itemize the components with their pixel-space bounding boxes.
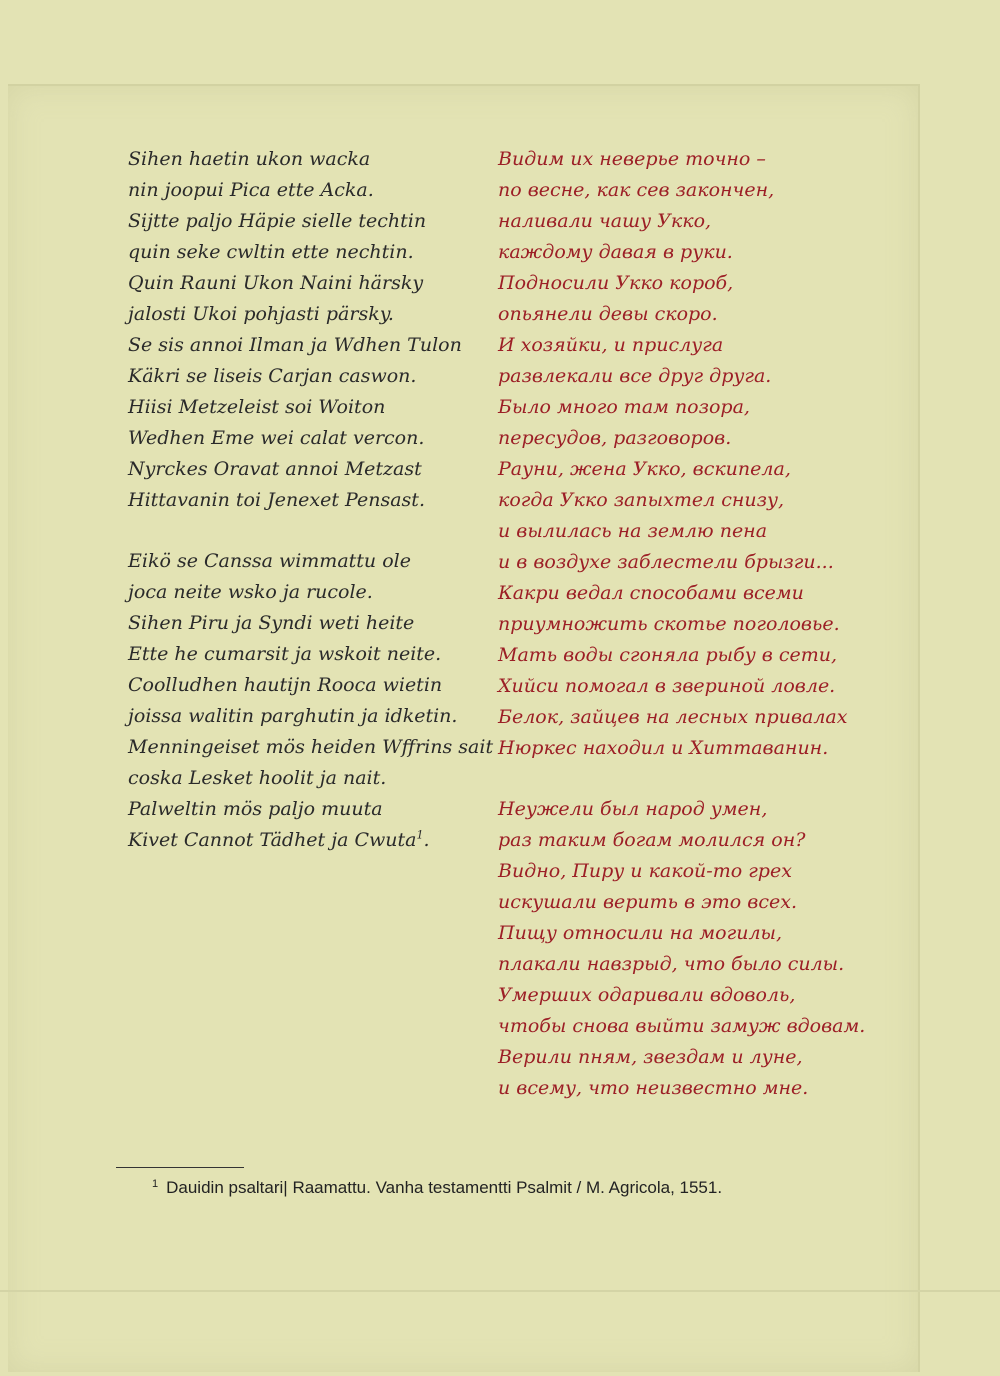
poem-line — [498, 578, 908, 609]
poem-line — [498, 1011, 908, 1042]
poem-line-text: и вылилась на землю пена — [498, 520, 768, 542]
poem-line — [498, 949, 908, 980]
poem-line-text: Пищу относили на могилы, — [498, 922, 783, 944]
poem-line-text: Видно, Пиру и какой-то грех — [498, 860, 792, 882]
poem-line — [498, 175, 908, 206]
poem-line — [498, 794, 908, 825]
poem-line-text: jalosti Ukoi pohjasti pärsky. — [128, 303, 394, 325]
poem-line-text: Menningeiset mös heiden Wffrins sait — [128, 736, 494, 758]
footnote — [152, 1178, 722, 1198]
poem-line-text: Ette he cumarsit ja wskoit neite. — [128, 643, 442, 665]
poem-line-text: искушали верить в это всех. — [498, 891, 797, 913]
poem-line — [128, 206, 488, 237]
poem-line-text: Мать воды сгоняла рыбу в сети, — [498, 644, 838, 666]
poem-line-text: Nyrckes Oravat annoi Metzast — [128, 458, 422, 480]
finnish-stanza-2 — [128, 546, 494, 856]
poem-line-text: joissa walitin parghutin ja idketin. — [128, 705, 458, 727]
poem-line — [498, 144, 908, 175]
poem-line — [498, 1042, 908, 1073]
poem-line — [498, 206, 908, 237]
poem-line — [128, 454, 488, 485]
poem-line-text: quin seke cwltin ette nechtin. — [128, 241, 414, 263]
poem-line — [128, 763, 488, 794]
poem-line-text: Käkri se liseis Carjan caswon. — [128, 365, 417, 387]
poem-line — [128, 423, 488, 454]
poem-line-text: Quin Rauni Ukon Naini härsky — [128, 272, 424, 294]
poem-line-text: Верили пням, звездам и луне, — [498, 1046, 803, 1068]
finnish-poem-column — [128, 144, 494, 886]
poem-line — [128, 330, 488, 361]
poem-line — [498, 1073, 908, 1104]
poem-line — [498, 856, 908, 887]
poem-line — [128, 639, 488, 670]
poem-line-text: по весне, как сев закончен, — [498, 179, 775, 201]
poem-line-text: Умерших одаривали вдоволь, — [498, 984, 796, 1006]
poem-line-text: Sihen haetin ukon wacka — [128, 148, 371, 170]
poem-line-text: joca neite wsko ja rucole. — [128, 581, 373, 603]
poem-line-text: Было много там позора, — [498, 396, 750, 418]
poem-line-text: наливали чашу Укко, — [498, 210, 712, 232]
poem-line — [128, 144, 488, 175]
poem-line-text: Подносили Укко короб, — [498, 272, 734, 294]
poem-line-text: Hiisi Metzeleist soi Woiton — [128, 396, 386, 418]
poem-line-text: Нюркес находил и Хиттаванин. — [498, 737, 829, 759]
poem-line-text: Eikö se Canssa wimmattu ole — [128, 550, 411, 572]
poem-line — [128, 268, 488, 299]
poem-line — [498, 423, 908, 454]
footnote-text: Dauidin psaltari| Raamattu. Vanha testamentti Psalmit / M. Agricola, 1551. — [166, 1178, 723, 1197]
footnote-rule — [116, 1167, 244, 1168]
poem-line-text: Se sis annoi Ilman ja Wdhen Tulon — [128, 334, 462, 356]
russian-stanza-1 — [498, 144, 908, 764]
poem-line — [498, 516, 908, 547]
poem-line-text: Неужели был народ умен, — [498, 798, 768, 820]
russian-poem-column — [498, 144, 908, 1134]
poem-line — [498, 454, 908, 485]
poem-line-text: Рауни, жена Укко, вскипела, — [498, 458, 791, 480]
poem-line — [128, 732, 494, 763]
poem-line — [498, 887, 908, 918]
poem-line-text: coska Lesket hoolit ja nait. — [128, 767, 387, 789]
poem-line — [498, 733, 908, 764]
poem-line — [498, 299, 908, 330]
poem-line — [498, 330, 908, 361]
poem-line-text: Wedhen Eme wei calat vercon. — [128, 427, 425, 449]
poem-line-text: Sijtte paljo Häpie sielle techtin — [128, 210, 427, 232]
poem-line-text: каждому давая в руки. — [498, 241, 733, 263]
poem-line-text: Palweltin mös paljo muuta — [128, 798, 383, 820]
poem-line — [498, 640, 908, 671]
poem-line-text: Hittavanin toi Jenexet Pensast. — [128, 489, 425, 511]
poem-line — [498, 702, 908, 733]
poem-line-text: Coolludhen hautijn Rooca wietin — [128, 674, 443, 696]
footnote-number: 1 — [152, 1178, 159, 1190]
russian-stanza-2 — [498, 794, 908, 1104]
poem-line-text: Какри ведал способами всеми — [498, 582, 804, 604]
poem-line-text: приумножить скотье поголовье. — [498, 613, 840, 635]
poem-line-text: плакали навзрыд, что было силы. — [498, 953, 845, 975]
poem-line — [128, 361, 488, 392]
period-mark: . — [423, 829, 430, 851]
poem-line-text: и всему, что неизвестно мне. — [498, 1077, 809, 1099]
poem-line — [498, 825, 908, 856]
poem-line-text: Хийси помогал в звериной ловле. — [498, 675, 836, 697]
poem-line — [128, 237, 488, 268]
poem-line-text: раз таким богам молился он? — [498, 829, 806, 851]
poem-line — [128, 825, 488, 856]
poem-line — [498, 609, 908, 640]
poem-line — [128, 299, 488, 330]
poem-line — [128, 175, 488, 206]
poem-line — [128, 670, 488, 701]
poem-line — [498, 268, 908, 299]
poem-line — [128, 546, 488, 577]
poem-line — [498, 671, 908, 702]
poem-line — [128, 485, 488, 516]
poem-line-text: Видим их неверье точно – — [498, 148, 766, 170]
poem-line — [128, 794, 488, 825]
poem-line — [498, 980, 908, 1011]
poem-line-text: Белок, зайцев на лесных привалах — [498, 706, 848, 728]
poem-line-text: развлекали все друг друга. — [498, 365, 772, 387]
poem-line-text: чтобы снова выйти замуж вдовам. — [498, 1015, 866, 1037]
poem-line — [498, 361, 908, 392]
poem-line-text: и в воздухе заблестели брызги... — [498, 551, 834, 573]
poem-line — [498, 392, 908, 423]
poem-line-text: И хозяйки, и прислуга — [498, 334, 724, 356]
poem-line-text: опьянели девы скоро. — [498, 303, 718, 325]
poem-line — [128, 577, 488, 608]
poem-line-text: когда Укко запыхтел снизу, — [498, 489, 785, 511]
poem-line-text: nin joopui Pica ette Acka. — [128, 179, 374, 201]
poem-line — [498, 237, 908, 268]
poem-line — [128, 701, 488, 732]
poem-line-text: Kivet Cannot Tädhet ja Cwuta — [128, 829, 417, 851]
poem-line — [498, 485, 908, 516]
poem-line — [128, 608, 488, 639]
poem-line — [498, 547, 908, 578]
poem-line — [128, 392, 488, 423]
poem-line — [498, 918, 908, 949]
poem-line-text: пересудов, разговоров. — [498, 427, 732, 449]
frame-divider — [0, 1290, 1000, 1292]
finnish-stanza-1 — [128, 144, 488, 516]
footnote-reference: 1 — [416, 828, 424, 842]
poem-line-text: Sihen Piru ja Syndi weti heite — [128, 612, 415, 634]
